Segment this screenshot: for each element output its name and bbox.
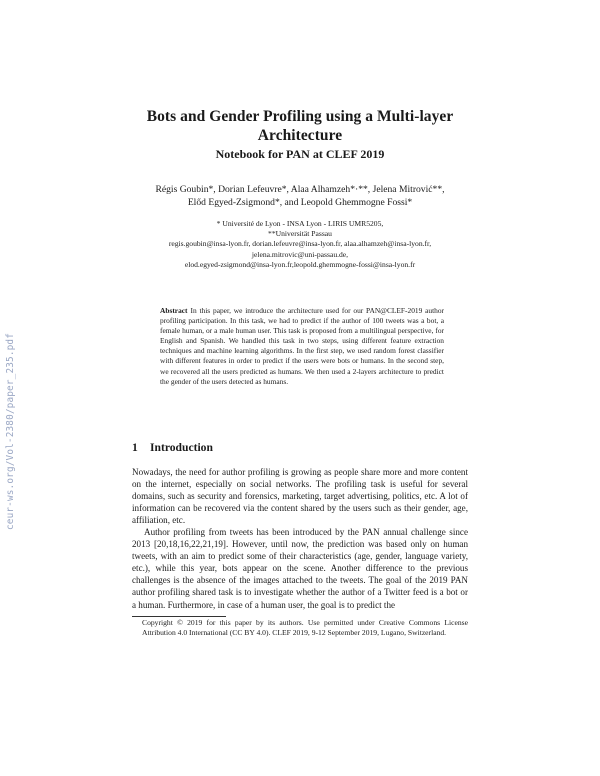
sidebar-url-stamp: ceur-ws.org/Vol-2380/paper_235.pdf bbox=[5, 332, 16, 530]
abstract bbox=[160, 306, 444, 387]
paper-subtitle: Notebook for PAN at CLEF 2019 bbox=[215, 147, 385, 161]
body-text bbox=[132, 466, 468, 611]
paragraph: Nowadays, the need for author profiling is growing as people share more and more content on the internet, especially on social networks. The profiling task is useful for several domains, such as security and forensics, marketing, target advertising, politics, etc. A lot of information can be recovered via the content shared by the users such as their gender, age, affiliation, etc. bbox=[132, 467, 468, 526]
section-heading bbox=[132, 441, 213, 455]
section-number: 1 bbox=[132, 441, 138, 454]
section-title: Introduction bbox=[150, 441, 213, 454]
abstract-label: Abstract bbox=[160, 306, 188, 315]
paper-title: Bots and Gender Profiling using a Multi-layer Architecture bbox=[146, 108, 454, 144]
email-line: jelena.mitrovic@uni-passau.de, bbox=[251, 249, 349, 259]
abstract-text: In this paper, we introduce the architecture used for our PAN@CLEF-2019 author profiling participation. In this task, we had to predict if the author of 100 tweets was a bot, a female human, or a male human user. This task is proposed from a multilingual perspective, for English and Spanish. We handled this task in two steps, using different feature extraction techniques and machine learning algorithms. In the first step, we used random forest classifier with different features in order to predict if the users were bots or humans. In the second step, we recovered all the users predicted as humans. We then used a 2-layers architecture to predict the gender of the users detected as humans. bbox=[160, 306, 444, 386]
affiliations bbox=[138, 219, 462, 270]
email-line: elod.egyed-zsigmond@insa-lyon.fr,leopold.ghemmogne-fossi@insa-lyon.fr bbox=[184, 259, 416, 269]
affiliation-line: **Universität Passau bbox=[268, 229, 332, 239]
affiliation-line: * Université de Lyon - INSA Lyon - LIRIS UMR5205, bbox=[216, 219, 384, 228]
copyright-footnote: Copyright © 2019 for this paper by its authors. Use permitted under Creative Commons License Attribution 4.0 International (CC BY 4.0). CLEF 2019, 9-12 September 2019, Lugano, Switzerland. bbox=[142, 618, 468, 638]
paragraph: Author profiling from tweets has been introduced by the PAN annual challenge since 2013 [20,18,16,22,21,19]. However, until now, the prediction was based only on human tweets, with an aim to predict some of their characteristics (age, gender, language variety, etc.), while this year, bots appear on the scene. Another difference to the previous challenges is the absence of the images attached to the tweets. The goal of the 2019 PAN author profiling shared task is to investigate whether the author of a Twitter feed is a bot or a human. Furthermore, in case of a human user, the goal is to predict the bbox=[132, 527, 468, 610]
email-line: regis.goubin@insa-lyon.fr, dorian.lefeuvre@insa-lyon.fr, alaa.alhamzeh@insa-lyon.fr, bbox=[168, 239, 432, 249]
author-list: Régis Goubin*, Dorian Lefeuvre*, Alaa Alhamzeh*·**, Jelena Mitrović**, Előd Egyed-Zsigmond*, and Leopold Ghemmogne Fossi* bbox=[155, 184, 445, 208]
footnote-rule bbox=[132, 616, 226, 617]
